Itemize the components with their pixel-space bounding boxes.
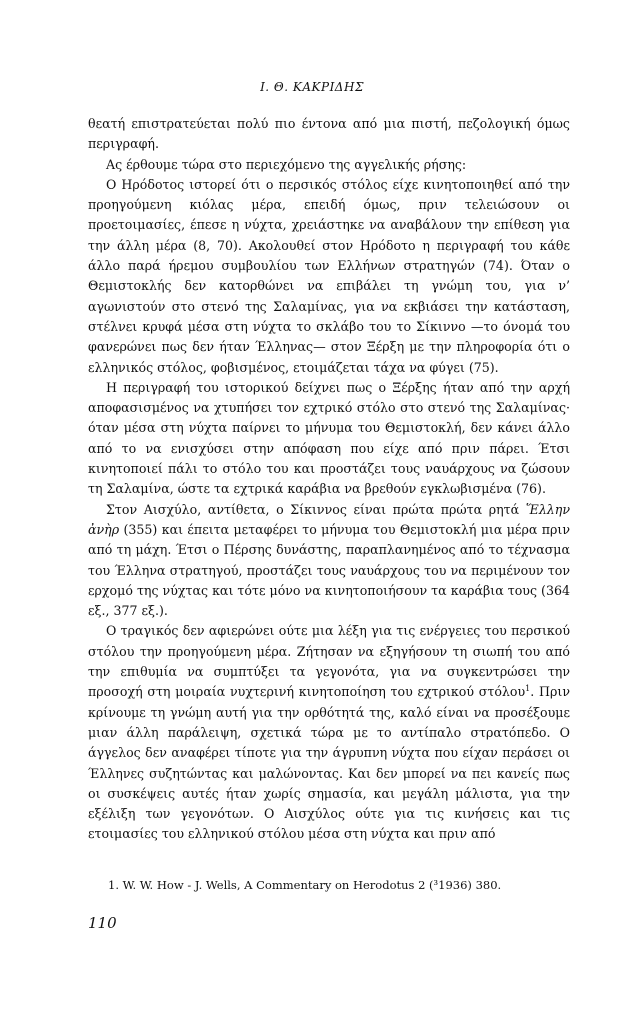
- paragraph-continuation: θεατή επιστρατεύεται πολύ πιο έντονα από μια πιστή, πεζολογική όμως περιγραφή.: [88, 116, 570, 152]
- footnote: 1. W. W. How - J. Wells, A Commentary on Herodotus 2 (³1936) 380.: [108, 878, 502, 892]
- page-number: 110: [88, 914, 117, 932]
- aeschylus-text-start: Στον Αισχύλο, αντίθετα, ο Σίκιννος είναι πρώτα πρώτα ρητά: [106, 501, 520, 517]
- tragic-text-start: Ο τραγικός δεν αφιερώνει ούτε μια λέξη για τις ενέργειες του περσικού στόλου την προηγούμενη μέρα. Ζήτησαν να εξηγήσουν τη σιωπή του από την επιθυμία να συμπτύξει τα γεγονότα, για να συγκεντρώσει την προσοχή στη μοιραία νυχτερινή κινητοποίηση του εχτρικού στόλου: [88, 623, 570, 700]
- footnote-marker: 1: [525, 684, 531, 694]
- paragraph-tragic: Ο τραγικός δεν αφιερώνει ούτε μια λέξη για τις ενέργειες του περσικού στόλου την προηγούμενη μέρα. Ζήτησαν να εξηγήσουν τη σιωπή του από την επιθυμία να συμπτύξει τα γεγονότα, για να συγκεντρώσει την προσοχή στη μοιραία νυχτερινή κινητοποίηση του εχτρικού στόλου$^1$. Πριν κρίνουμε τη γνώμη αυτή για την ορθότητά της, καλό είναι να προσέξουμε μιαν άλλη παράλειψη, σχετικά τώρα με το αντίπαλο στρατόπεδο. Ο άγγελος δεν αναφέρει τίποτε για την άγρυπνη νύχτα που είχαν περάσει οι Έλληνες συζητώντας και μαλώνοντας. Και δεν μπορεί να πει κανείς πως οι συσκέψεις αυτές ήταν χωρίς σημασία, και μεγάλη μάλιστα, για την εξέλιξη των γεγονότων. Ο Αισχύλος ούτε για τις κινήσεις και τις ετοιμασίες του ελληνικού στόλου μέσα στη νύχτα και πριν από: [88, 623, 570, 842]
- paragraph-historian: Η περιγραφή του ιστορικού δείχνει πως ο Ξέρξης ήταν από την αρχή αποφασισμένος να χτυπήσει τον εχτρικό στόλο στο στενό της Σαλαμίνας· όταν μέσα στη νύχτα παίρνει το μήνυμα του Θεμιστοκλή, δεν κάνει άλλο από το να ενισχύσει στην απόφαση που είχε από πριν πάρει. Έτσι κινητοποιεί πάλι το στόλο του και προστάζει τους ναυάρχους να ζώσουν τη Σαλαμίνα, ώστε τα εχτρικά καράβια να βρεθούν εγκλωβισμένα (76).: [88, 379, 570, 497]
- body-text: [88, 114, 570, 845]
- paragraph-aeschylus: [88, 500, 570, 622]
- greek-quote: Ἕλλην ἀνὴρ: [88, 501, 570, 537]
- aeschylus-text-end: (355) και έπειτα μεταφέρει το μήνυμα του Θεμιστοκλή μια μέρα πριν από τη μάχη. Έτσι ο Πέρσης δυνάστης, παραπλανημένος από το τέχνασμα του Έλληνα στρατηγού, προστάζει τους ναυάρχους του να περιμένουν τον ερχομό της νύχτας και τότε μόνο να κινητοποιήσουν τα καράβια τους (364 εξ., 377 εξ.).: [88, 521, 570, 619]
- paragraph-herodotus: Ο Ηρόδοτος ιστορεί ότι ο περσικός στόλος είχε κινητοποιηθεί από την προηγούμενη κιόλας μέρα, επειδή όμως, πριν τελειώσουν οι προετοιμασίες, έπεσε η νύχτα, χρειάστηκε να αναβάλουν την επίθεση για την άλλη μέρα (8, 70). Ακολουθεί στον Ηρόδοτο η περιγραφή του κάθε άλλο παρά ήρεμου συμβουλίου των Ελλήνων στρατηγών (74). Όταν ο Θεμιστοκλής δεν κατορθώνει να επιβάλει τη γνώμη του, για ν’ αγωνιστούν στο στενό της Σαλαμίνας, για να εκβιάσει την κατάσταση, στέλνει κρυφά μέσα στη νύχτα το σκλάβο του το Σίκιννο —το όνομά του φανερώνει πως δεν ήταν Έλληνας— στον Ξέρξη με την πληροφορία ότι ο ελληνικός στόλος, φοβισμένος, ετοιμάζεται τάχα να φύγει (75).: [88, 176, 570, 375]
- running-head: Ι. Θ. ΚΑΚΡΙΔΗΣ: [260, 80, 364, 94]
- tragic-text-end: Πριν κρίνουμε τη γνώμη αυτή για την ορθότητά της, καλό είναι να προσέξουμε μιαν άλλη παράλειψη, σχετικά τώρα με το αντίπαλο στρατόπεδο. Ο άγγελος δεν αναφέρει τίποτε για την άγρυπνη νύχτα που είχαν περάσει οι Έλληνες συζητώντας και μαλώνοντας. Και δεν μπορεί να πει κανείς πως οι συσκέψεις αυτές ήταν χωρίς σημασία, και μεγάλη μάλιστα, για την εξέλιξη των γεγονότων. Ο Αισχύλος ούτε για τις κινήσεις και τις ετοιμασίες του ελληνικού στόλου μέσα στη νύχτα και πριν από: [88, 684, 570, 842]
- paragraph-intro: Ας έρθουμε τώρα στο περιεχόμενο της αγγελικής ρήσης:: [106, 156, 467, 172]
